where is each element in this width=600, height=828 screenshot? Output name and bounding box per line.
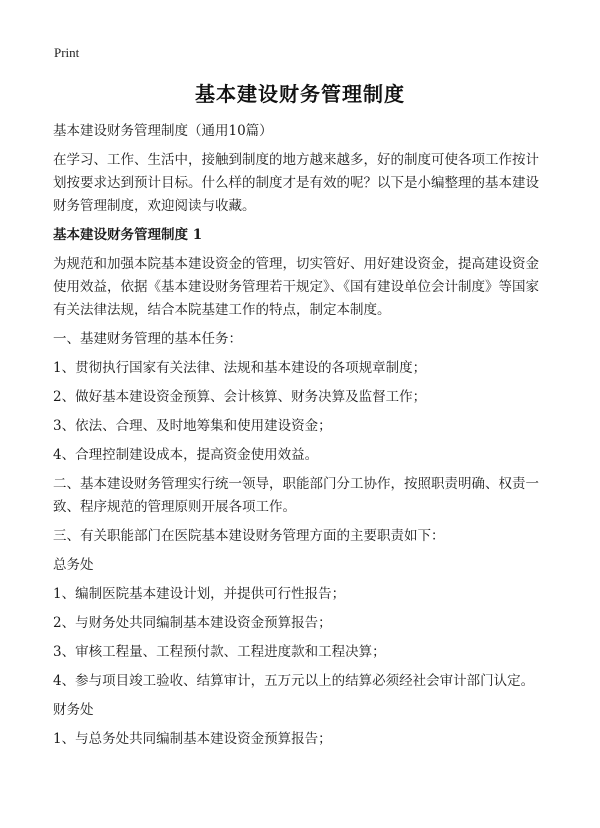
paragraph: 为规范和加强本院基本建设资金的管理，切实管好、用好建设资金，提高建设资金使用效益，依据《基本建设财务管理若干规定》、《国有建设单位会计制度》等国家有关法律法规，结合本院基建工作的特点，制定本制度。 [53,256,539,318]
print-label[interactable]: Print [54,45,80,60]
list-item: 1、编制医院基本建设计划，并提供可行性报告； [53,586,346,602]
subtitle: 基本建设财务管理制度（通用10篇） [53,123,273,139]
department-label: 财务处 [53,702,94,718]
list-item: 4、合理控制建设成本，提高资金使用效益。 [53,447,319,463]
list-item: 1、贯彻执行国家有关法律、法规和基本建设的各项规章制度； [53,360,427,376]
list-item: 2、做好基本建设资金预算、会计核算、财务决算及监督工作； [53,389,427,405]
list-item: 2、与财务处共同编制基本建设资金预算报告； [53,615,332,631]
paragraph: 二、基本建设财务管理实行统一领导，职能部门分工协作，按照职责明确、权责一致、程序规范的管理原则开展各项工作。 [53,476,539,515]
department-label: 总务处 [53,557,94,573]
paragraph: 三、有关职能部门在医院基本建设财务管理方面的主要职责如下： [53,528,445,544]
list-item: 3、依法、合理、及时地筹集和使用建设资金； [53,418,332,434]
list-item: 3、审核工程量、工程预付款、工程进度款和工程决算； [53,644,386,660]
document-body [53,120,552,757]
list-item: 1、与总务处共同编制基本建设资金预算报告； [53,731,332,747]
list-item: 4、参与项目竣工验收、结算审计，五万元以上的结算必须经社会审计部门认定。 [53,673,535,689]
page-title: 基本建设财务管理制度 [195,82,405,106]
paragraph: 一、基建财务管理的基本任务： [53,331,242,347]
intro-paragraph: 在学习、工作、生活中，接触到制度的地方越来越多，好的制度可使各项工作按计划按要求达到预计目标。什么样的制度才是有效的呢？以下是小编整理的基本建设财务管理制度，欢迎阅读与收藏。 [53,152,539,214]
section-heading: 基本建设财务管理制度 1 [53,227,203,243]
